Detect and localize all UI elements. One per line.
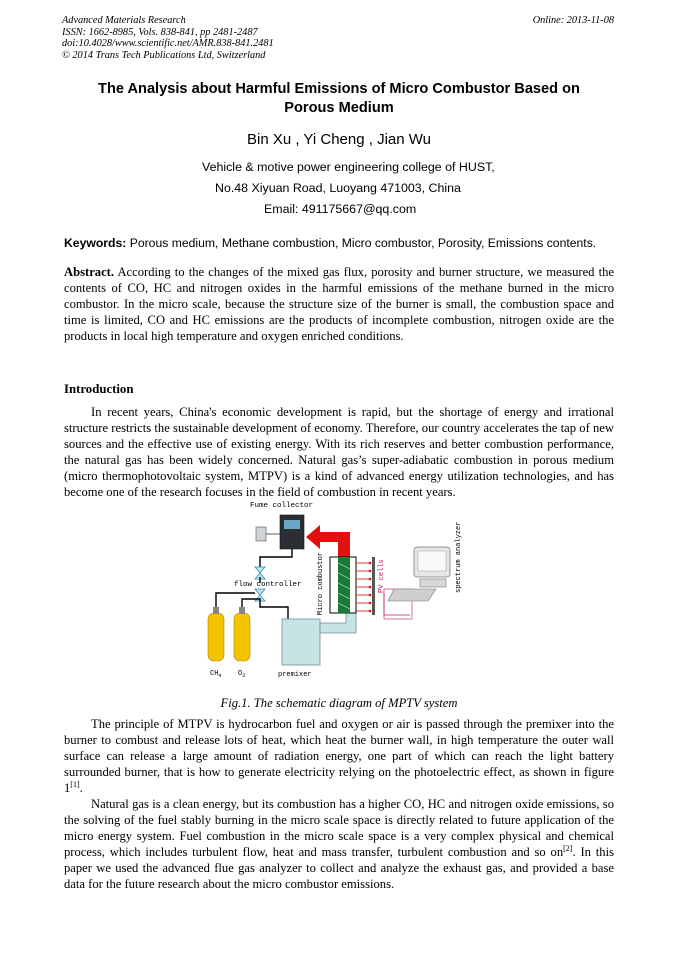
fig-label-o2: $O_2$ [238,670,246,679]
exhaust-arrow [306,525,350,557]
section-heading-introduction: Introduction [64,382,134,396]
title-line-2: Porous Medium [284,100,394,116]
porous-medium-bed [338,557,350,613]
fig-label-spectrum: spectrum analyzer [455,521,463,593]
abstract-label: Abstract. [64,265,115,279]
intro-paragraph-2-text: The principle of MTPV is hydrocarbon fuel and oxygen or air is passed through the premixer into the burner to combust and release lots of heat, which heat the burner wall, in high temperature the outer wall surface can release a large amount of radiation energy, one part of which can reach the light battery surrounded burner, that is how to generate electricity relying on the photoelectric effect, as shown in figure 1 [64,717,614,795]
affiliation-line-1: Vehicle & motive power engineering college of HUST, [202,160,495,174]
fig-label-micro-combustor: Micro combustor [317,551,325,615]
intro-paragraph-1: In recent years, China's economic development is rapid, but the shortage of energy and irrational structure restricts the sustainable development of economy. Therefore, our country accelerates the tap of new sources and the effective use of existing energy. With its rich reserves and better combustion performance, the natural gas has been widely concerned. Natural gas’s super-adiabatic combustion in porous medium (micro thermophotovoltaic system, MTPV) is a kind of advanced energy utilization technologies, and has become one of the research focuses in the field of combustion in recent years. [64,405,614,499]
journal-name: Advanced Materials Research [62,15,186,26]
running-header [62,15,274,61]
ch4-bottle-icon [208,607,224,661]
online-date: Online: 2013-11-08 [532,15,614,26]
o2-bottle-icon [234,607,250,661]
affiliation-line-2: No.48 Xiyuan Road, Luoyang 471003, China [215,181,461,195]
fig-label-pv: PV cells [378,559,386,593]
citation-2[interactable]: [2] [563,843,573,853]
fig-label-ch4: $CH_4$ [210,670,222,679]
intro-paragraph-2 [64,717,614,797]
fig-label-fume: Fume collector [250,502,314,510]
abstract-text: According to the changes of the mixed gas flux, porosity and burner structure, we measured the contents of CO, HC and nitrogen oxides in the harmful emissions of the methane burned in the micro combustor. In the micro scale, because the structure size of the burner is small, the combustion space and time is limited, CO and HC emissions are the products of incomplete combustion, nitrogen oxide are the products in local high temperature and oxygen enriched conditions. [64,265,614,343]
analyzer-probe-icon [256,527,266,541]
authors: Bin Xu , Yi Cheng , Jian Wu [247,131,431,148]
premixer-box [282,619,320,665]
mtpv-schematic-figure [198,497,480,692]
doi-line[interactable]: doi:10.4028/www.scientific.net/AMR.838-841.2481 [62,38,274,49]
intro-paragraph-2-end: . [79,780,83,795]
fig-label-premixer: premixer [278,671,312,679]
fume-collector-screen [284,520,300,529]
figure-caption: Fig.1. The schematic diagram of MPTV system [220,696,458,710]
pv-cells-strip [372,557,375,615]
fig-label-flow: flow controller [234,581,302,589]
issn-line: ISSN: 1662-8985, Vols. 838-841, pp 2481-2487 [62,26,258,38]
radiation-arrows [356,563,370,611]
copyright-line: © 2014 Trans Tech Publications Ltd, Switzerland [62,49,266,61]
paper-title [40,80,638,118]
email[interactable]: Email: 491175667@qq.com [264,202,417,216]
title-line-1: The Analysis about Harmful Emissions of Micro Combustor Based on [98,81,580,97]
keywords [64,236,624,250]
intro-paragraph-3-end: . In this paper we used the advanced flue gas analyzer to collect and analyze the exhaust gas, and provided a base data for the future research about the micro combustor emissions. [64,844,614,891]
keywords-label: Keywords: [64,236,127,250]
keywords-text: Porous medium, Methane combustion, Micro combustor, Porosity, Emissions contents. [126,236,597,250]
intro-paragraph-3-text: Natural gas is a clean energy, but its combustion has a higher CO, HC and nitrogen oxide emissions, so the solving of the fuel stably burning in the micro scale space is directly related to future application of the micro energy system. Fuel combustion in the micro scale space is a very complex physical and chemical process, which includes turbulent flow, heat and mass transfer, turbulent combustion and so on [64,797,614,859]
computer-icon [388,547,450,601]
abstract [64,265,614,345]
intro-paragraph-3 [64,797,614,892]
citation-1[interactable]: [1] [70,779,80,789]
